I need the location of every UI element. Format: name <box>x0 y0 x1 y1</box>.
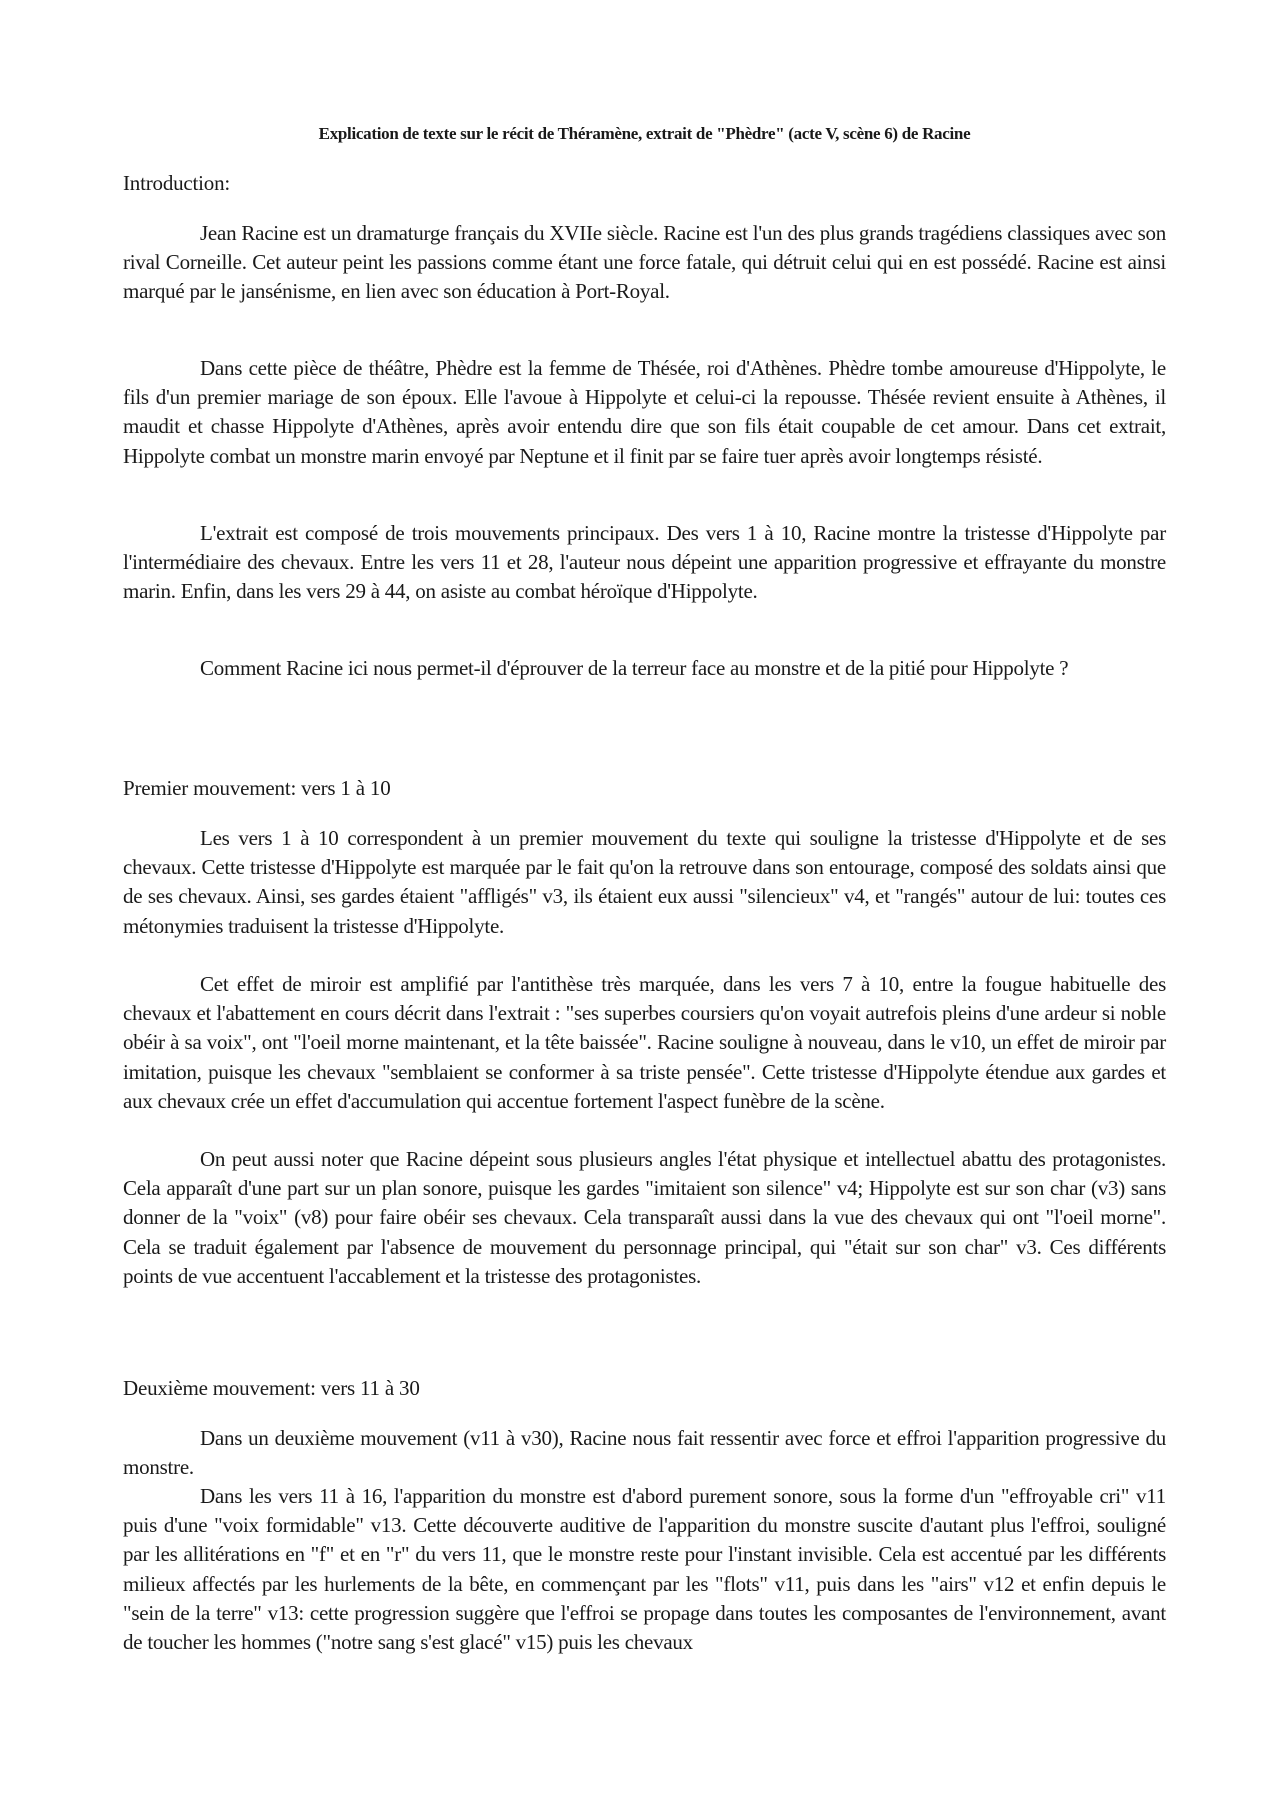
first-movement-paragraph-1: Les vers 1 à 10 correspondent à un premier mouvement du texte qui souligne la tristesse d'Hippolyte et de ses chevaux. Cette tristesse d'Hippolyte est marquée par le fait qu'on la retrouve dans son entourage, composé des soldats ainsi que de ses chevaux. Ainsi, ses gardes étaient "affligés" v3, ils étaient eux aussi "silencieux" v4, et "rangés" autour de lui: toutes ces métonymies traduisent la tristesse d'Hippolyte. <box>123 826 1166 938</box>
document-title: Explication de texte sur le récit de Théramène, extrait de "Phèdre" (acte V, scène 6) de Racine <box>318 124 971 143</box>
first-movement-paragraph-3: On peut aussi noter que Racine dépeint sous plusieurs angles l'état physique et intellectuel abattu des protagonistes. Cela apparaît d'une part sur un plan sonore, puisque les gardes "imitaient son silence" v4; Hippolyte est sur son char (v3) sans donner de la "voix" (v8) pour faire obéir ses chevaux. Cela transparaît aussi dans la vue des chevaux qui ont "l'oeil morne". Cela se traduit également par l'absence de mouvement du personnage principal, qui "était sur son char" v3. Ces différents points de vue accentuent l'accablement et la tristesse des protagonistes. <box>123 1147 1166 1288</box>
first-movement-heading: Premier mouvement: vers 1 à 10 <box>123 776 391 800</box>
intro-paragraph-2: Dans cette pièce de théâtre, Phèdre est la femme de Thésée, roi d'Athènes. Phèdre tombe amoureuse d'Hippolyte, le fils d'un premier mariage de son époux. Elle l'avoue à Hippolyte et celui-ci la repousse. Thésée revient ensuite à Athènes, il maudit et chasse Hippolyte d'Athènes, après avoir entendu dire que son fils était coupable de cet amour. Dans cet extrait, Hippolyte combat un monstre marin envoyé par Neptune et il finit par se faire tuer après avoir longtemps résisté. <box>123 356 1166 468</box>
second-movement-paragraph-2: Dans les vers 11 à 16, l'apparition du monstre est d'abord purement sonore, sous la forme d'un "effroyable cri" v11 puis d'une "voix formidable" v13. Cette découverte auditive de l'apparition du monstre suscite d'autant plus l'effroi, souligné par les allitérations en "f" et en "r" du vers 11, que le monstre reste pour l'instant invisible. Cela est accentué par les différents milieux affectés par les hurlements de la bête, en commençant par les "flots" v11, puis dans les "airs" v12 et enfin depuis le "sein de la terre" v13: cette progression suggère que l'effroi se propage dans toutes les composantes de l'environnement, avant de toucher les hommes ("notre sang s'est glacé" v15) puis les chevaux <box>123 1484 1166 1655</box>
intro-paragraph-3: L'extrait est composé de trois mouvements principaux. Des vers 1 à 10, Racine montre la tristesse d'Hippolyte par l'intermédiaire des chevaux. Entre les vers 11 et 28, l'auteur nous dépeint une apparition progressive et effrayante du monstre marin. Enfin, dans les vers 29 à 44, on asiste au combat héroïque d'Hippolyte. <box>123 521 1166 604</box>
introduction-heading: Introduction: <box>123 171 231 195</box>
intro-paragraph-1: Jean Racine est un dramaturge français du XVIIe siècle. Racine est l'un des plus grands tragédiens classiques avec son rival Corneille. Cet auteur peint les passions comme étant une force fatale, qui détruit celui qui en est possédé. Racine est ainsi marqué par le jansénisme, en lien avec son éducation à Port-Royal. <box>123 221 1166 304</box>
second-movement-heading: Deuxième mouvement: vers 11 à 30 <box>123 1376 420 1400</box>
second-movement-paragraph-1: Dans un deuxième mouvement (v11 à v30), Racine nous fait ressentir avec force et effroi l'apparition progressive du monstre. <box>123 1426 1166 1480</box>
first-movement-paragraph-2: Cet effet de miroir est amplifié par l'antithèse très marquée, dans les vers 7 à 10, entre la fougue habituelle des chevaux et l'abattement en cours décrit dans l'extrait : "ses superbes coursiers qu'on voyait autrefois pleins d'une ardeur si noble obéir à sa voix", ont "l'oeil morne maintenant, et la tête baissée". Racine souligne à nouveau, dans le v10, un effet de miroir par imitation, puisque les chevaux "semblaient se conformer à sa triste pensée". Cette tristesse d'Hippolyte étendue aux gardes et aux chevaux crée un effet d'accumulation qui accentue fortement l'aspect funèbre de la scène. <box>123 972 1166 1113</box>
intro-problematic: Comment Racine ici nous permet-il d'éprouver de la terreur face au monstre et de la pitié pour Hippolyte ? <box>200 656 1069 680</box>
